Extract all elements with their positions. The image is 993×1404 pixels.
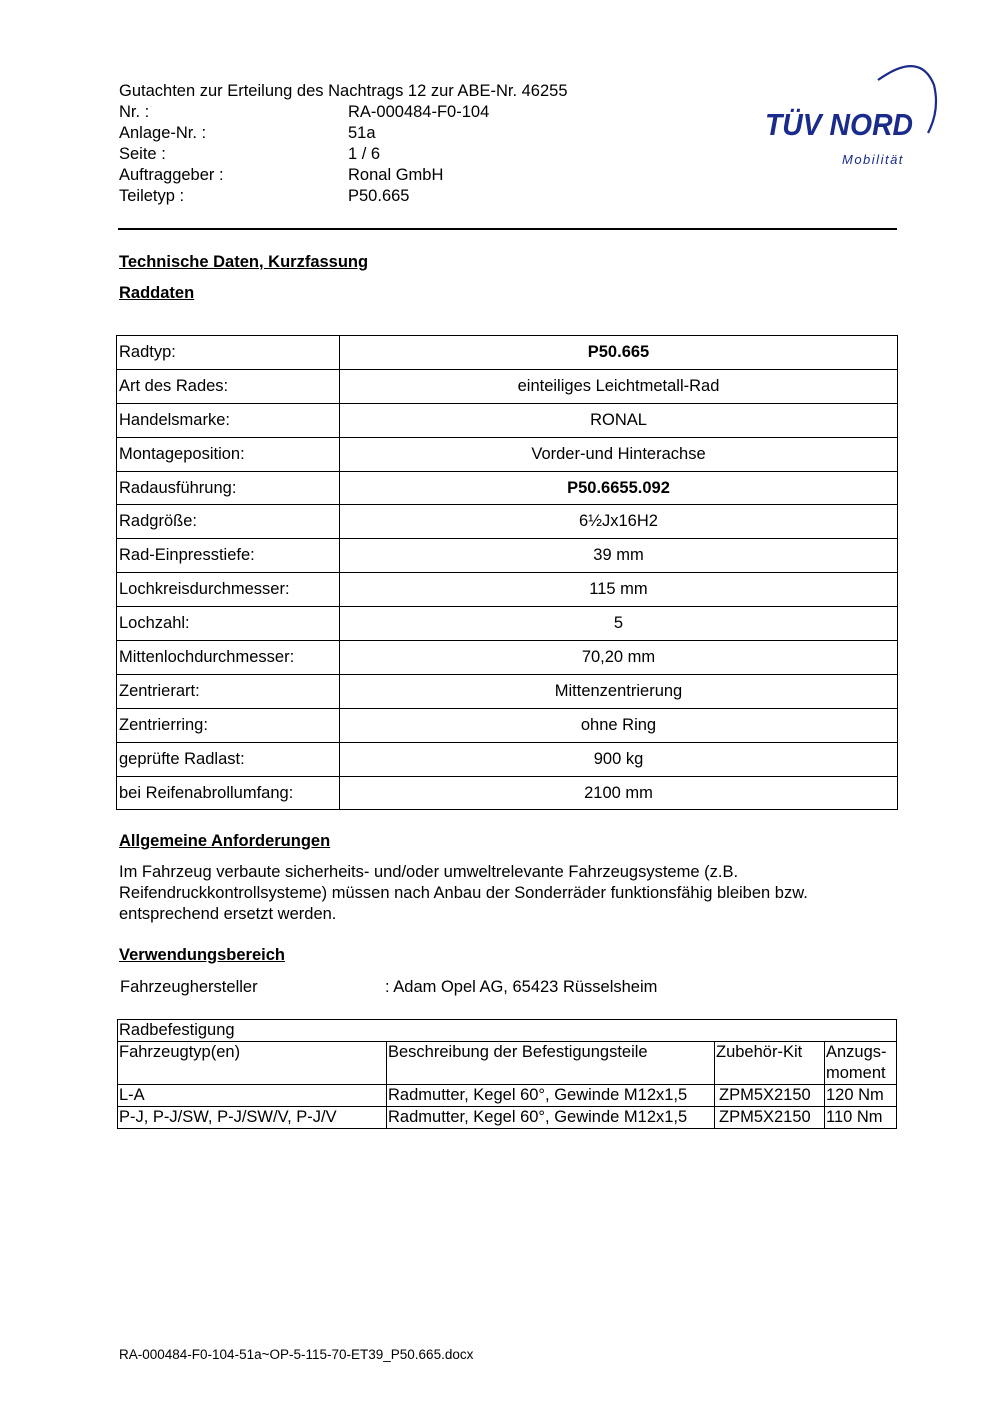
table-row [117, 403, 898, 437]
raddaten-label: Radausführung: [117, 471, 340, 505]
anlage-label: Anlage-Nr. : [119, 124, 207, 142]
table-row [117, 742, 898, 776]
teiletyp-label: Teiletyp : [119, 187, 185, 205]
table-cell: ZPM5X2150 [715, 1107, 825, 1129]
seite-label: Seite : [119, 145, 166, 163]
raddaten-label: Zentrierart: [117, 674, 340, 708]
raddaten-label: Radgröße: [117, 505, 340, 539]
tuv-nord-logo [760, 55, 945, 170]
anlage-value: 51a [348, 124, 376, 142]
raddaten-label: geprüfte Radlast: [117, 742, 340, 776]
fahrzeughersteller-value: : Adam Opel AG, 65423 Rüsselsheim [385, 978, 658, 996]
table-row [117, 539, 898, 573]
section-title-allgemein: Allgemeine Anforderungen [119, 832, 331, 850]
header-divider [118, 228, 897, 230]
column-header: Fahrzeugtyp(en) [118, 1042, 387, 1085]
raddaten-value: ohne Ring [340, 708, 898, 742]
section-title-verwendung: Verwendungsbereich [119, 946, 285, 964]
raddaten-label: Radtyp: [117, 336, 340, 370]
section-title-technische-daten: Technische Daten, Kurzfassung [119, 253, 369, 271]
table-cell: Radmutter, Kegel 60°, Gewinde M12x1,5 [387, 1085, 715, 1107]
raddaten-value: 6½Jx16H2 [340, 505, 898, 539]
raddaten-label: Montageposition: [117, 437, 340, 471]
raddaten-label: Zentrierring: [117, 708, 340, 742]
raddaten-value: Mittenzentrierung [340, 674, 898, 708]
table-title-row [118, 1020, 897, 1042]
raddaten-label: Mittenlochdurchmesser: [117, 641, 340, 675]
tuv-nord-logo-graphic [760, 55, 945, 170]
fahrzeughersteller-label: Fahrzeughersteller [120, 978, 258, 996]
raddaten-value: RONAL [340, 403, 898, 437]
raddaten-value: 2100 mm [340, 776, 898, 810]
table-row [117, 641, 898, 675]
table-cell: ZPM5X2150 [715, 1085, 825, 1107]
raddaten-value: 900 kg [340, 742, 898, 776]
raddaten-value: 5 [340, 607, 898, 641]
raddaten-value: Vorder-und Hinterachse [340, 437, 898, 471]
table-cell: L-A [118, 1085, 387, 1107]
teiletyp-value: P50.665 [348, 187, 410, 205]
table-row [118, 1085, 897, 1107]
table-cell: 120 Nm [825, 1085, 897, 1107]
radbefestigung-table [117, 1019, 897, 1129]
footer-filename: RA-000484-F0-104-51a~OP-5-115-70-ET39_P50.665.docx [119, 1347, 474, 1362]
table-row [117, 369, 898, 403]
column-header: Anzugs-moment [825, 1042, 897, 1085]
raddaten-label: Handelsmarke: [117, 403, 340, 437]
seite-value: 1 / 6 [348, 145, 381, 163]
table-row [117, 505, 898, 539]
table-header-row [118, 1042, 897, 1085]
raddaten-label: Lochkreisdurchmesser: [117, 573, 340, 607]
raddaten-value: P50.665 [340, 336, 898, 370]
column-header: Zubehör-Kit [715, 1042, 825, 1085]
table-cell: Radmutter, Kegel 60°, Gewinde M12x1,5 [387, 1107, 715, 1129]
auftraggeber-label: Auftraggeber : [119, 166, 224, 184]
raddaten-label: Art des Rades: [117, 369, 340, 403]
table-row [117, 437, 898, 471]
document-title: Gutachten zur Erteilung des Nachtrags 12 zur ABE-Nr. 46255 [119, 82, 568, 100]
raddaten-value: 70,20 mm [340, 641, 898, 675]
raddaten-value: 39 mm [340, 539, 898, 573]
table-row [117, 776, 898, 810]
auftraggeber-value: Ronal GmbH [348, 166, 444, 184]
table-row [117, 336, 898, 370]
raddaten-label: bei Reifenabrollumfang: [117, 776, 340, 810]
allgemein-text: Im Fahrzeug verbaute sicherheits- und/oder umweltrelevante Fahrzeugsysteme (z.B. Reifendruckkontrollsysteme) müssen nach Anbau der Sonderräder funktionsfähig bleiben bzw. entsprechend ersetzt werden. [119, 863, 808, 923]
raddaten-value: P50.6655.092 [340, 471, 898, 505]
table-row [118, 1107, 897, 1129]
section-subtitle-raddaten: Raddaten [119, 284, 195, 302]
table-cell: 110 Nm [825, 1107, 897, 1129]
raddaten-value: 115 mm [340, 573, 898, 607]
nr-label: Nr. : [119, 103, 150, 121]
raddaten-label: Rad-Einpresstiefe: [117, 539, 340, 573]
table-row [117, 471, 898, 505]
table-row [117, 573, 898, 607]
table-cell: P-J, P-J/SW, P-J/SW/V, P-J/V [118, 1107, 387, 1129]
table-row [117, 708, 898, 742]
column-header: Beschreibung der Befestigungsteile [387, 1042, 715, 1085]
raddaten-value: einteiliges Leichtmetall-Rad [340, 369, 898, 403]
logo-brand-text: TÜV NORD [765, 107, 913, 142]
raddaten-label: Lochzahl: [117, 607, 340, 641]
nr-value: RA-000484-F0-104 [348, 103, 490, 121]
logo-sub-text: Mobilität [842, 152, 904, 167]
radbefestigung-title: Radbefestigung [118, 1020, 897, 1042]
raddaten-table [116, 335, 898, 810]
table-row [117, 674, 898, 708]
table-row [117, 607, 898, 641]
